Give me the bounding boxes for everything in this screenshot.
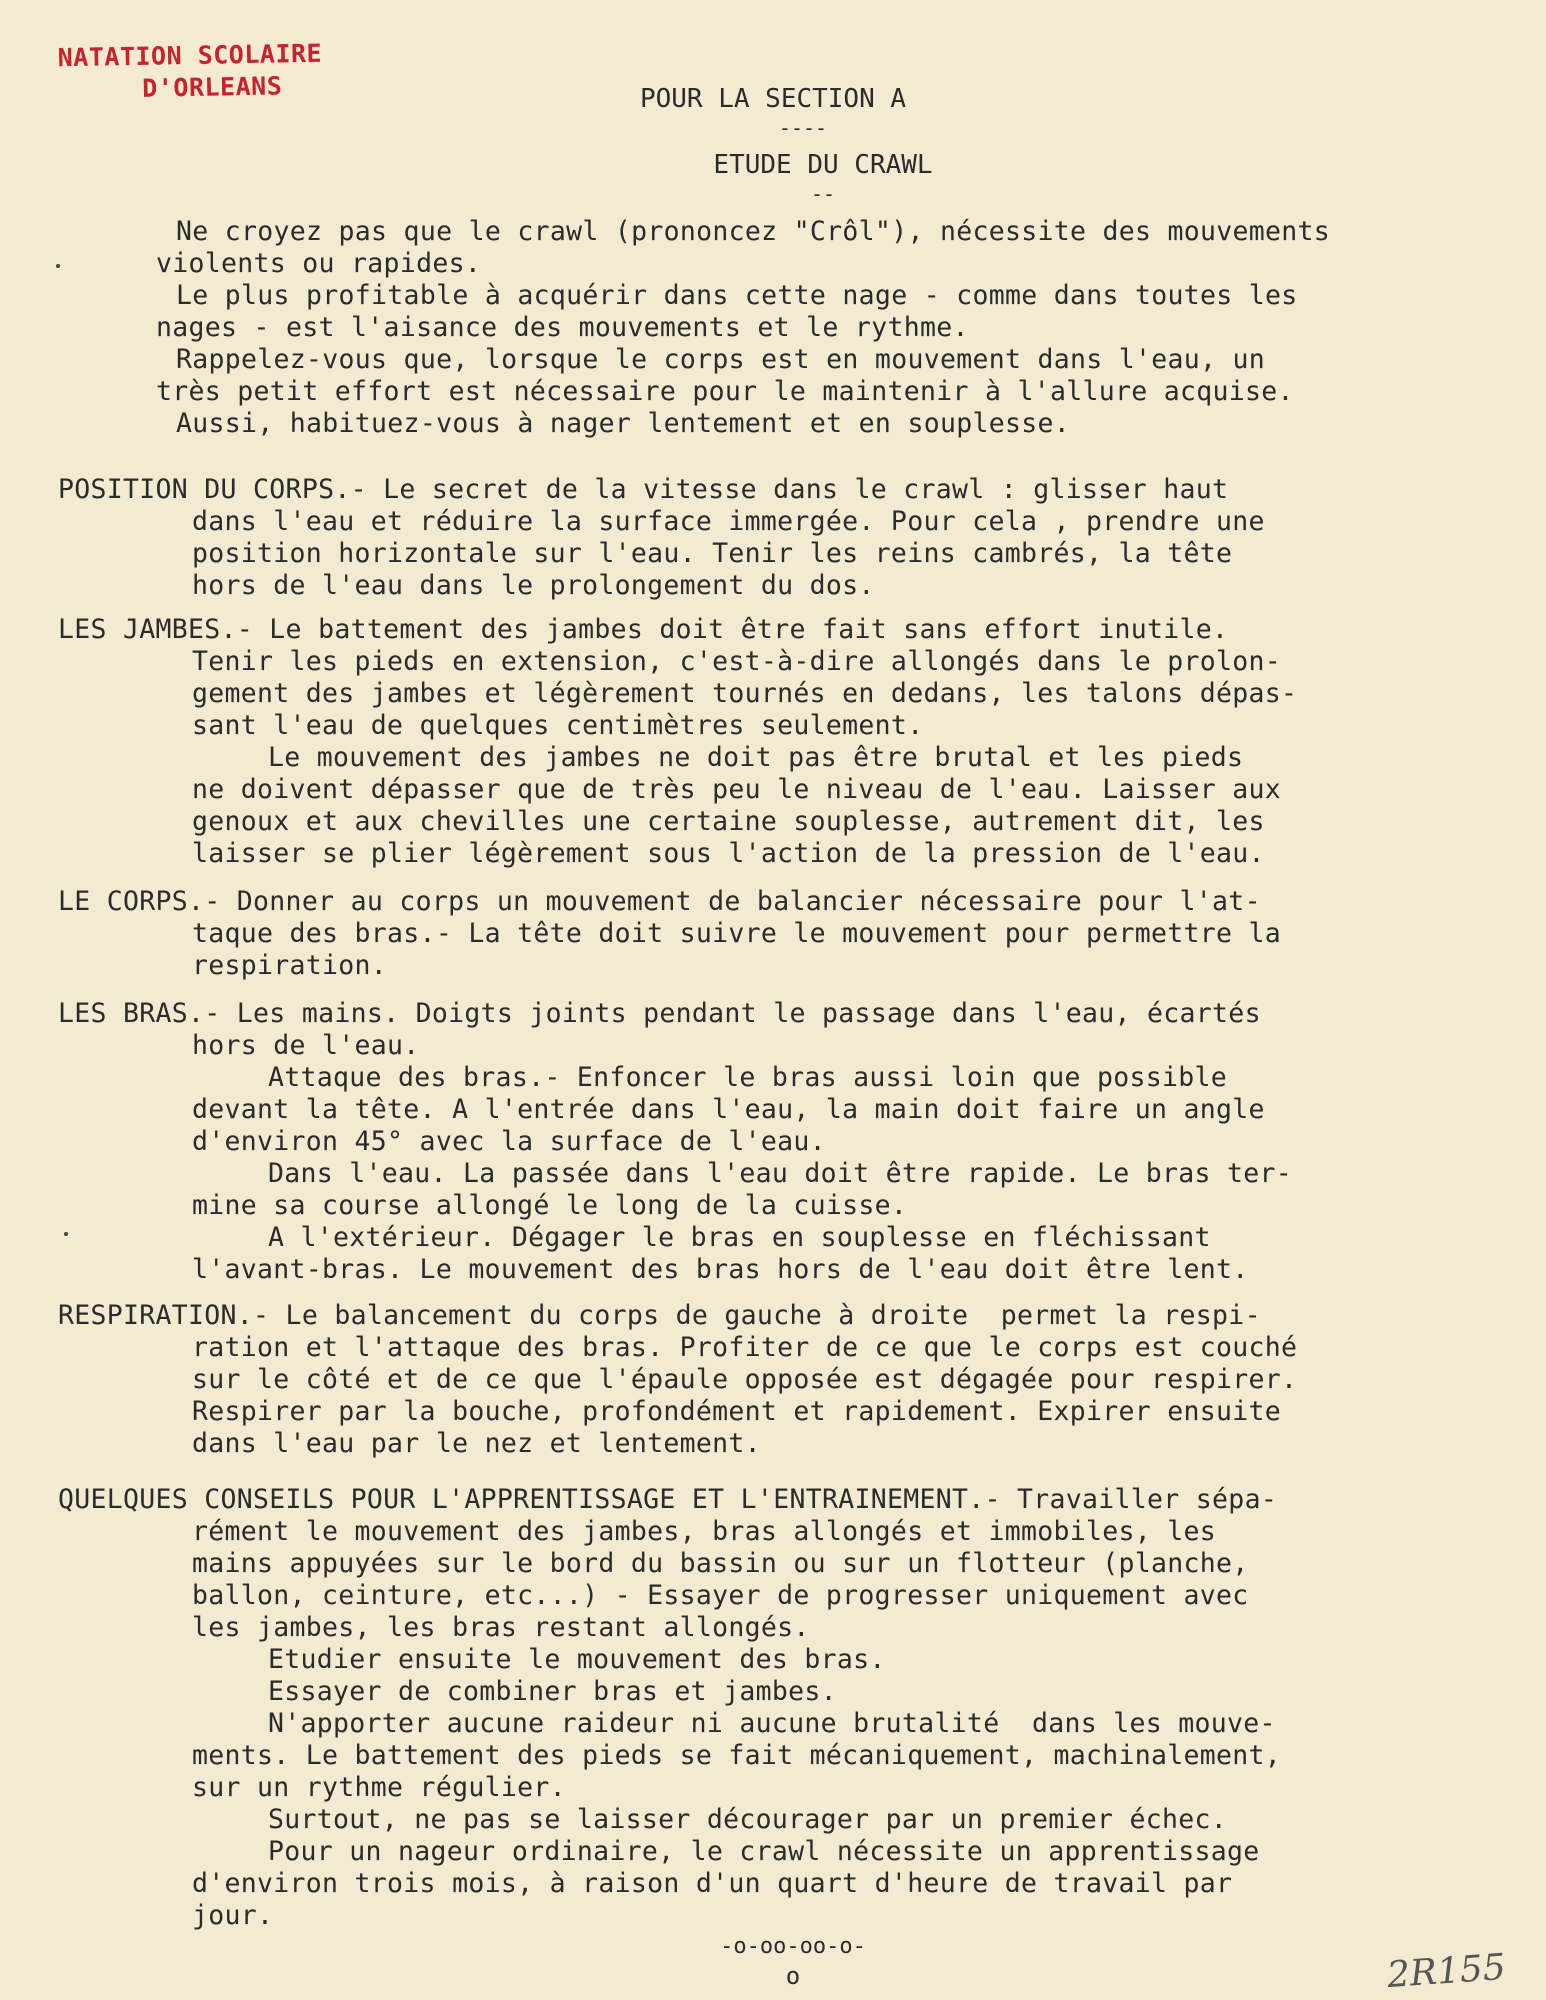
jambes-line: ne doivent dépasser que de très peu le niveau de l'eau. Laisser aux: [192, 774, 1282, 805]
conseils-line: sur un rythme régulier.: [192, 1772, 566, 1803]
position-line: POSITION DU CORPS.- Le secret de la vitesse dans le crawl : glisser haut: [58, 474, 1229, 505]
jambes-line: sant l'eau de quelques centimètres seulement.: [192, 710, 924, 741]
conseils-line: N'apporter aucune raideur ni aucune brutalité dans les mouve-: [268, 1708, 1276, 1739]
bras-line: d'environ 45° avec la surface de l'eau.: [192, 1126, 826, 1157]
conseils-line: les jambes, les bras restant allongés.: [192, 1612, 810, 1643]
subtitle-separator: --: [810, 182, 836, 206]
jambes-line: genoux et aux chevilles une certaine souplesse, autrement dit, les: [192, 806, 1265, 837]
conseils-line: mains appuyées sur le bord du bassin ou sur un flotteur (planche,: [192, 1548, 1249, 1579]
bras-line: Attaque des bras.- Enfoncer le bras aussi loin que possible: [268, 1062, 1228, 1093]
margin-dot: [64, 1232, 68, 1236]
intro-line: Aussi, habituez-vous à nager lentement et en souplesse.: [176, 408, 1070, 439]
end-mark: o: [785, 1962, 801, 1990]
bras-line: devant la tête. A l'entrée dans l'eau, la main doit faire un angle: [192, 1094, 1265, 1125]
position-line: dans l'eau et réduire la surface immergée. Pour cela , prendre une: [192, 506, 1265, 537]
document-subtitle: ETUDE DU CRAWL: [713, 150, 933, 180]
bras-line: Dans l'eau. La passée dans l'eau doit être rapide. Le bras ter-: [268, 1158, 1293, 1189]
respiration-line: Respirer par la bouche, profondément et rapidement. Expirer ensuite: [192, 1396, 1282, 1427]
intro-line: Le plus profitable à acquérir dans cette nage - comme dans toutes les: [176, 280, 1298, 311]
conseils-line: Pour un nageur ordinaire, le crawl nécessite un apprentissage: [268, 1836, 1260, 1867]
respiration-line: RESPIRATION.- Le balancement du corps de gauche à droite permet la respi-: [58, 1300, 1261, 1331]
jambes-line: laisser se plier légèrement sous l'action de la pression de l'eau.: [192, 838, 1265, 869]
position-line: hors de l'eau dans le prolongement du dos.: [192, 570, 875, 601]
title-separator: ----: [778, 116, 828, 140]
conseils-line: Essayer de combiner bras et jambes.: [268, 1676, 837, 1707]
corps-line: taque des bras.- La tête doit suivre le mouvement pour permettre la: [192, 918, 1282, 949]
bras-line: hors de l'eau.: [192, 1030, 420, 1061]
archive-reference: 2R155: [1385, 1946, 1508, 1997]
jambes-line: Tenir les pieds en extension, c'est-à-dire allongés dans le prolon-: [192, 646, 1282, 677]
jambes-line: LES JAMBES.- Le battement des jambes doit être fait sans effort inutile.: [58, 614, 1229, 645]
respiration-line: dans l'eau par le nez et lentement.: [192, 1428, 761, 1459]
conseils-line: Surtout, ne pas se laisser décourager par un premier échec.: [268, 1804, 1228, 1835]
conseils-line: rément le mouvement des jambes, bras allongés et immobiles, les: [192, 1516, 1217, 1547]
corps-line: LE CORPS.- Donner au corps un mouvement de balancier nécessaire pour l'at-: [58, 886, 1261, 917]
bras-line: LES BRAS.- Les mains. Doigts joints pendant le passage dans l'eau, écartés: [58, 998, 1261, 1029]
conseils-line: ments. Le battement des pieds se fait mécaniquement, machinalement,: [192, 1740, 1282, 1771]
stamp-line-1: NATATION SCOLAIRE: [57, 38, 323, 73]
stamp-line-2: D'ORLEANS: [142, 71, 283, 103]
document-title: POUR LA SECTION A: [639, 84, 907, 114]
margin-dot: [56, 264, 60, 268]
respiration-line: ration et l'attaque des bras. Profiter de ce que le corps est couché: [192, 1332, 1298, 1363]
conseils-line: ballon, ceinture, etc...) - Essayer de progresser uniquement avec: [192, 1580, 1249, 1611]
bras-line: l'avant-bras. Le mouvement des bras hors de l'eau doit être lent.: [192, 1254, 1249, 1285]
jambes-line: Le mouvement des jambes ne doit pas être brutal et les pieds: [268, 742, 1244, 773]
intro-line: Ne croyez pas que le crawl (prononcez "Crôl"), nécessite des mouvements: [176, 216, 1331, 247]
intro-line: très petit effort est nécessaire pour le maintenir à l'allure acquise.: [156, 376, 1294, 407]
conseils-line: QUELQUES CONSEILS POUR L'APPRENTISSAGE ET L'ENTRAINEMENT.- Travailler sépa-: [58, 1484, 1278, 1515]
intro-line: Rappelez-vous que, lorsque le corps est en mouvement dans l'eau, un: [176, 344, 1266, 375]
intro-line: nages - est l'aisance des mouvements et le rythme.: [156, 312, 969, 343]
respiration-line: sur le côté et de ce que l'épaule opposée est dégagée pour respirer.: [192, 1364, 1298, 1395]
conseils-line: Etudier ensuite le mouvement des bras.: [268, 1644, 886, 1675]
position-line: position horizontale sur l'eau. Tenir les reins cambrés, la tête: [192, 538, 1233, 569]
bras-line: A l'extérieur. Dégager le bras en souplesse en fléchissant: [268, 1222, 1211, 1253]
bras-line: mine sa course allongé le long de la cuisse.: [192, 1190, 908, 1221]
conseils-line: jour.: [192, 1900, 274, 1931]
jambes-line: gement des jambes et légèrement tournés en dedans, les talons dépas-: [192, 678, 1298, 709]
end-ornament: -o-oo-oo-o-: [720, 1934, 866, 1959]
corps-line: respiration.: [192, 950, 388, 981]
intro-line: violents ou rapides.: [156, 248, 482, 279]
conseils-line: d'environ trois mois, à raison d'un quart d'heure de travail par: [192, 1868, 1233, 1899]
